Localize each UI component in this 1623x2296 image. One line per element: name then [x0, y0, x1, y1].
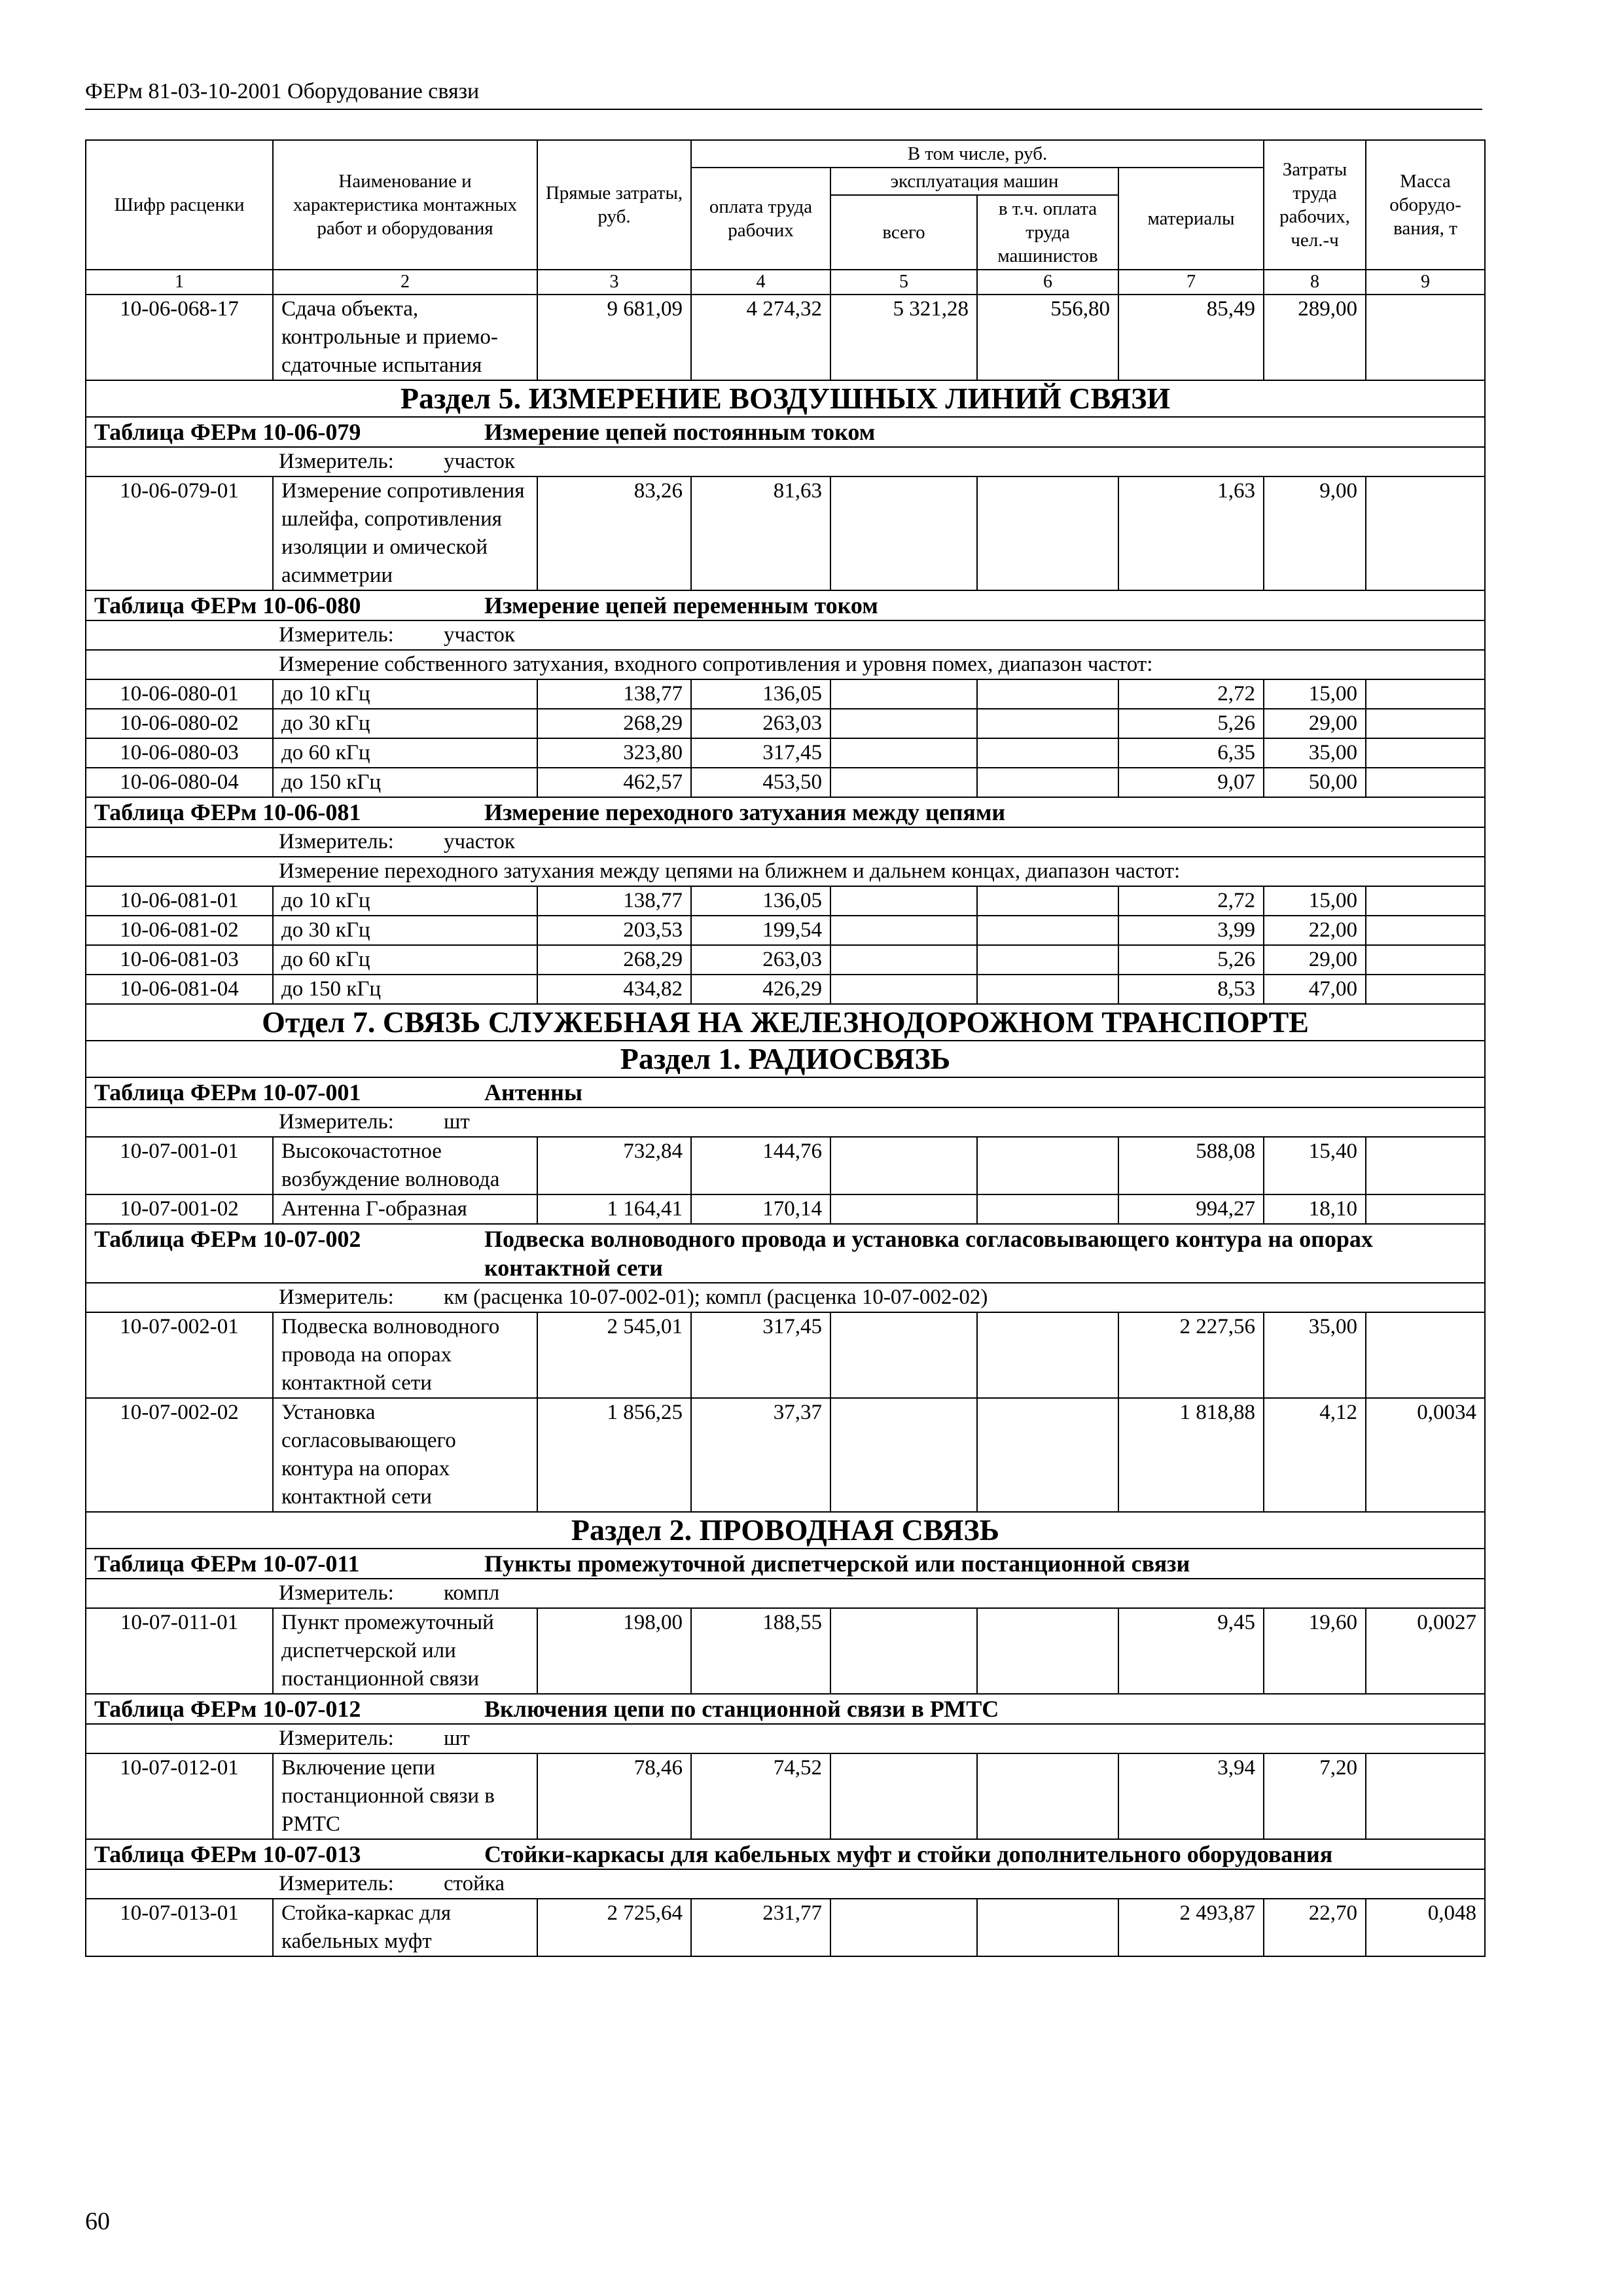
row-machine-total: [830, 679, 977, 709]
row-wage: 453,50: [691, 768, 830, 797]
row-machine-total: [830, 709, 977, 738]
row-code: 10-06-080-03: [86, 738, 273, 768]
row-code: 10-07-011-01: [86, 1608, 273, 1694]
table-title-row: [86, 417, 1485, 447]
table-row: [86, 945, 1485, 975]
row-machine-wage: [977, 476, 1118, 590]
row-labor: 35,00: [1264, 738, 1366, 768]
table-code: Таблица ФЕРм 10-07-001: [94, 1079, 361, 1105]
row-wage: 170,14: [691, 1194, 830, 1224]
row-machine-wage: [977, 1312, 1118, 1398]
meter-label: Измеритель:: [279, 623, 394, 647]
table-code: Таблица ФЕРм 10-06-080: [94, 592, 361, 619]
table-code: Таблица ФЕРм 10-07-011: [94, 1551, 360, 1577]
row-machine-total: [830, 768, 977, 797]
row-labor: 15,00: [1264, 679, 1366, 709]
row-name: Включение цепи постанционной связи в РМТС: [273, 1753, 537, 1839]
row-direct: 434,82: [537, 975, 691, 1004]
row-machine-total: [830, 1194, 977, 1224]
row-name: Антенна Г-образная: [273, 1194, 537, 1224]
row-code: 10-06-079-01: [86, 476, 273, 590]
table-title-row: [86, 797, 1485, 827]
table-row: [86, 476, 1485, 590]
header-materials: материалы: [1118, 168, 1264, 270]
row-code: 10-07-002-01: [86, 1312, 273, 1398]
meter-row: [86, 1107, 1485, 1137]
meter-row: [86, 1283, 1485, 1312]
row-wage: 4 274,32: [691, 295, 830, 380]
row-materials: 994,27: [1118, 1194, 1264, 1224]
meter-value: шт: [444, 1727, 470, 1750]
meter-row: [86, 1579, 1485, 1608]
row-materials: 1 818,88: [1118, 1398, 1264, 1512]
row-labor: 47,00: [1264, 975, 1366, 1004]
row-materials: 3,94: [1118, 1753, 1264, 1839]
table-row: [86, 295, 1485, 380]
row-mass: 0,0034: [1366, 1398, 1485, 1512]
row-labor: 19,60: [1264, 1608, 1366, 1694]
row-materials: 2 227,56: [1118, 1312, 1264, 1398]
table-name: Пункты промежуточной диспетчерской или постанционной связи: [484, 1551, 1190, 1577]
row-mass: [1366, 916, 1485, 945]
row-code: 10-07-013-01: [86, 1899, 273, 1956]
column-numbers-row: [86, 270, 1485, 295]
column-number: 5: [830, 270, 977, 295]
table-name: Стойки-каркасы для кабельных муфт и стойки дополнительного оборудования: [484, 1841, 1333, 1867]
section-heading: Раздел 5. ИЗМЕРЕНИЕ ВОЗДУШНЫХ ЛИНИЙ СВЯЗИ: [86, 380, 1485, 417]
header-wage: оплата труда рабочих: [691, 168, 830, 270]
header-name: Наименование и характеристика монтажных работ и оборудования: [273, 140, 537, 270]
row-mass: [1366, 679, 1485, 709]
row-direct: 323,80: [537, 738, 691, 768]
row-mass: [1366, 1194, 1485, 1224]
row-labor: 9,00: [1264, 476, 1366, 590]
meter-label: Измеритель:: [279, 1727, 394, 1750]
department-heading: Отдел 7. СВЯЗЬ СЛУЖЕБНАЯ НА ЖЕЛЕЗНОДОРОЖНОМ ТРАНСПОРТЕ: [86, 1004, 1485, 1041]
row-machine-wage: [977, 1398, 1118, 1512]
row-wage: 136,05: [691, 679, 830, 709]
section-heading-row: [86, 1041, 1485, 1077]
meter-label: Измеритель:: [279, 1872, 394, 1895]
table-row: [86, 1137, 1485, 1194]
row-machine-wage: [977, 1899, 1118, 1956]
row-name: Высокочастотное возбуждение волновода: [273, 1137, 537, 1194]
row-machine-total: [830, 1899, 977, 1956]
meter-value: км (расценка 10-07-002-01); компл (расценка 10-07-002-02): [444, 1285, 988, 1309]
column-number: 7: [1118, 270, 1264, 295]
row-machine-wage: [977, 975, 1118, 1004]
row-labor: 289,00: [1264, 295, 1366, 380]
row-direct: 732,84: [537, 1137, 691, 1194]
table-title-row: [86, 590, 1485, 620]
header-row: [86, 140, 1485, 168]
table-name: Подвеска волноводного провода и установка согласовывающего контура на опорах контактной сети: [484, 1226, 1373, 1281]
row-wage: 199,54: [691, 916, 830, 945]
row-name: до 150 кГц: [273, 975, 537, 1004]
row-code: 10-06-080-04: [86, 768, 273, 797]
row-name: до 30 кГц: [273, 916, 537, 945]
row-direct: 78,46: [537, 1753, 691, 1839]
table-title-row: [86, 1077, 1485, 1107]
row-materials: 1,63: [1118, 476, 1264, 590]
table-row: [86, 1312, 1485, 1398]
row-mass: 0,0027: [1366, 1608, 1485, 1694]
table-code: Таблица ФЕРм 10-07-002: [94, 1226, 361, 1252]
row-wage: 81,63: [691, 476, 830, 590]
row-code: 10-07-012-01: [86, 1753, 273, 1839]
row-name: Установка согласовывающего контура на опорах контактной сети: [273, 1398, 537, 1512]
row-code: 10-06-080-01: [86, 679, 273, 709]
row-wage: 231,77: [691, 1899, 830, 1956]
row-mass: [1366, 768, 1485, 797]
table-name: Включения цепи по станционной связи в РМТС: [484, 1696, 999, 1722]
row-machine-wage: [977, 679, 1118, 709]
meter-row: [86, 1724, 1485, 1753]
row-machine-total: [830, 738, 977, 768]
table-title-row: [86, 1839, 1485, 1869]
department-heading-row: [86, 1004, 1485, 1041]
row-machine-total: [830, 1398, 977, 1512]
table-row: [86, 1753, 1485, 1839]
row-machine-total: 5 321,28: [830, 295, 977, 380]
row-materials: 2 493,87: [1118, 1899, 1264, 1956]
row-name: Подвеска волноводного провода на опорах контактной сети: [273, 1312, 537, 1398]
row-wage: 188,55: [691, 1608, 830, 1694]
table-row: [86, 1899, 1485, 1956]
meter-value: участок: [444, 830, 515, 853]
row-wage: 144,76: [691, 1137, 830, 1194]
row-machine-total: [830, 1312, 977, 1398]
row-machine-wage: [977, 1137, 1118, 1194]
row-labor: 29,00: [1264, 945, 1366, 975]
section-heading-row: [86, 380, 1485, 417]
meter-value: шт: [444, 1110, 470, 1134]
row-labor: 22,70: [1264, 1899, 1366, 1956]
row-direct: 138,77: [537, 679, 691, 709]
table-row: [86, 886, 1485, 916]
header-machines: эксплуатация машин: [830, 168, 1118, 195]
row-direct: 138,77: [537, 886, 691, 916]
row-direct: 2 725,64: [537, 1899, 691, 1956]
column-number: 3: [537, 270, 691, 295]
table-note: Измерение переходного затухания между цепями на ближнем и дальнем концах, диапазон частот:: [279, 859, 1181, 883]
row-direct: 2 545,01: [537, 1312, 691, 1398]
row-code: 10-06-081-01: [86, 886, 273, 916]
row-machine-total: [830, 1753, 977, 1839]
meter-value: компл: [444, 1581, 500, 1605]
row-machine-total: [830, 916, 977, 945]
row-machine-total: [830, 1137, 977, 1194]
row-materials: 85,49: [1118, 295, 1264, 380]
header-incl: В том числе, руб.: [691, 140, 1264, 168]
row-machine-wage: 556,80: [977, 295, 1118, 380]
row-code: 10-07-001-01: [86, 1137, 273, 1194]
row-code: 10-07-001-02: [86, 1194, 273, 1224]
meter-label: Измеритель:: [279, 1285, 394, 1309]
table-row: [86, 768, 1485, 797]
row-code: 10-06-081-03: [86, 945, 273, 975]
table-row: [86, 916, 1485, 945]
row-code: 10-06-080-02: [86, 709, 273, 738]
row-mass: [1366, 886, 1485, 916]
row-mass: [1366, 738, 1485, 768]
row-machine-wage: [977, 916, 1118, 945]
meter-row: [86, 620, 1485, 650]
meter-value: стойка: [444, 1872, 505, 1895]
row-machine-wage: [977, 768, 1118, 797]
row-materials: 9,45: [1118, 1608, 1264, 1694]
note-row: [86, 857, 1485, 886]
header-code: Шифр расценки: [86, 140, 273, 270]
row-wage: 263,03: [691, 709, 830, 738]
row-mass: [1366, 945, 1485, 975]
row-machine-wage: [977, 1753, 1118, 1839]
row-direct: 83,26: [537, 476, 691, 590]
row-machine-total: [830, 945, 977, 975]
table-row: [86, 1194, 1485, 1224]
row-direct: 203,53: [537, 916, 691, 945]
row-name: до 150 кГц: [273, 768, 537, 797]
row-name: до 60 кГц: [273, 945, 537, 975]
row-labor: 4,12: [1264, 1398, 1366, 1512]
header-mass: Масса оборудо-вания, т: [1366, 140, 1485, 270]
row-mass: [1366, 295, 1485, 380]
meter-row: [86, 1869, 1485, 1899]
table-name: Измерение цепей переменным током: [484, 592, 878, 619]
row-wage: 37,37: [691, 1398, 830, 1512]
row-wage: 317,45: [691, 738, 830, 768]
row-labor: 50,00: [1264, 768, 1366, 797]
row-mass: [1366, 709, 1485, 738]
meter-value: участок: [444, 623, 515, 647]
row-wage: 263,03: [691, 945, 830, 975]
header-labor: Затраты труда рабочих, чел.-ч: [1264, 140, 1366, 270]
table-row: [86, 738, 1485, 768]
meter-label: Измеритель:: [279, 450, 394, 473]
row-name: до 10 кГц: [273, 679, 537, 709]
column-number: 9: [1366, 270, 1485, 295]
row-materials: 2,72: [1118, 679, 1264, 709]
row-direct: 9 681,09: [537, 295, 691, 380]
meter-label: Измеритель:: [279, 1110, 394, 1134]
row-materials: 3,99: [1118, 916, 1264, 945]
column-number: 4: [691, 270, 830, 295]
row-machine-total: [830, 886, 977, 916]
section-heading-row: [86, 1512, 1485, 1549]
row-wage: 136,05: [691, 886, 830, 916]
row-mass: [1366, 975, 1485, 1004]
header-machine-total: всего: [830, 195, 977, 270]
row-materials: 6,35: [1118, 738, 1264, 768]
table-title-row: [86, 1224, 1485, 1283]
row-name: Пункт промежуточный диспетчерской или постанционной связи: [273, 1608, 537, 1694]
row-mass: [1366, 1312, 1485, 1398]
row-direct: 462,57: [537, 768, 691, 797]
row-wage: 317,45: [691, 1312, 830, 1398]
table-row: [86, 1398, 1485, 1512]
column-number: 6: [977, 270, 1118, 295]
table-name: Измерение цепей постоянным током: [484, 419, 876, 445]
table-name: Измерение переходного затухания между цепями: [484, 799, 1006, 825]
row-materials: 588,08: [1118, 1137, 1264, 1194]
row-machine-wage: [977, 709, 1118, 738]
header-machine-wage: в т.ч. оплата труда машинистов: [977, 195, 1118, 270]
row-wage: 426,29: [691, 975, 830, 1004]
meter-label: Измеритель:: [279, 830, 394, 853]
table-code: Таблица ФЕРм 10-06-079: [94, 419, 361, 445]
row-mass: [1366, 476, 1485, 590]
table-note: Измерение собственного затухания, входного сопротивления и уровня помех, диапазон частот:: [279, 653, 1153, 676]
row-name: Стойка-каркас для кабельных муфт: [273, 1899, 537, 1956]
row-materials: 5,26: [1118, 945, 1264, 975]
table-row: [86, 975, 1485, 1004]
row-machine-wage: [977, 945, 1118, 975]
table-name: Антенны: [484, 1079, 582, 1105]
row-labor: 29,00: [1264, 709, 1366, 738]
row-name: Сдача объекта, контрольные и приемо-сдаточные испытания: [273, 295, 537, 380]
table-row: [86, 679, 1485, 709]
row-name: до 30 кГц: [273, 709, 537, 738]
row-direct: 1 164,41: [537, 1194, 691, 1224]
column-number: 2: [273, 270, 537, 295]
row-code: 10-06-081-04: [86, 975, 273, 1004]
meter-value: участок: [444, 450, 515, 473]
column-number: 8: [1264, 270, 1366, 295]
row-machine-wage: [977, 1194, 1118, 1224]
row-direct: 198,00: [537, 1608, 691, 1694]
table-code: Таблица ФЕРм 10-07-012: [94, 1696, 361, 1722]
row-name: Измерение сопротивления шлейфа, сопротивления изоляции и омической асимметрии: [273, 476, 537, 590]
row-labor: 15,00: [1264, 886, 1366, 916]
row-machine-total: [830, 476, 977, 590]
meter-row: [86, 447, 1485, 476]
row-mass: 0,048: [1366, 1899, 1485, 1956]
table-code: Таблица ФЕРм 10-07-013: [94, 1841, 361, 1867]
row-name: до 60 кГц: [273, 738, 537, 768]
row-mass: [1366, 1753, 1485, 1839]
meter-row: [86, 827, 1485, 857]
row-direct: 268,29: [537, 709, 691, 738]
row-labor: 22,00: [1264, 916, 1366, 945]
row-materials: 2,72: [1118, 886, 1264, 916]
table-title-row: [86, 1549, 1485, 1579]
row-machine-wage: [977, 738, 1118, 768]
table-code: Таблица ФЕРм 10-06-081: [94, 799, 361, 825]
row-name: до 10 кГц: [273, 886, 537, 916]
row-materials: 5,26: [1118, 709, 1264, 738]
section-heading: Раздел 2. ПРОВОДНАЯ СВЯЗЬ: [86, 1512, 1485, 1549]
section-heading: Раздел 1. РАДИОСВЯЗЬ: [86, 1041, 1485, 1077]
row-machine-total: [830, 975, 977, 1004]
header-direct: Прямые затраты, руб.: [537, 140, 691, 270]
row-machine-wage: [977, 1608, 1118, 1694]
meter-label: Измеритель:: [279, 1581, 394, 1605]
row-code: 10-07-002-02: [86, 1398, 273, 1512]
row-materials: 8,53: [1118, 975, 1264, 1004]
row-machine-total: [830, 1608, 977, 1694]
row-code: 10-06-068-17: [86, 295, 273, 380]
table-title-row: [86, 1694, 1485, 1724]
row-labor: 7,20: [1264, 1753, 1366, 1839]
row-labor: 18,10: [1264, 1194, 1366, 1224]
row-direct: 268,29: [537, 945, 691, 975]
row-materials: 9,07: [1118, 768, 1264, 797]
page-header: ФЕРм 81-03-10-2001 Оборудование связи: [85, 77, 1482, 110]
row-code: 10-06-081-02: [86, 916, 273, 945]
row-mass: [1366, 1137, 1485, 1194]
row-machine-wage: [977, 886, 1118, 916]
note-row: [86, 650, 1485, 679]
table-row: [86, 709, 1485, 738]
row-labor: 15,40: [1264, 1137, 1366, 1194]
row-wage: 74,52: [691, 1753, 830, 1839]
row-labor: 35,00: [1264, 1312, 1366, 1398]
column-number: 1: [86, 270, 273, 295]
price-table: [85, 139, 1486, 1957]
page-number: 60: [85, 2208, 110, 2235]
table-row: [86, 1608, 1485, 1694]
row-direct: 1 856,25: [537, 1398, 691, 1512]
